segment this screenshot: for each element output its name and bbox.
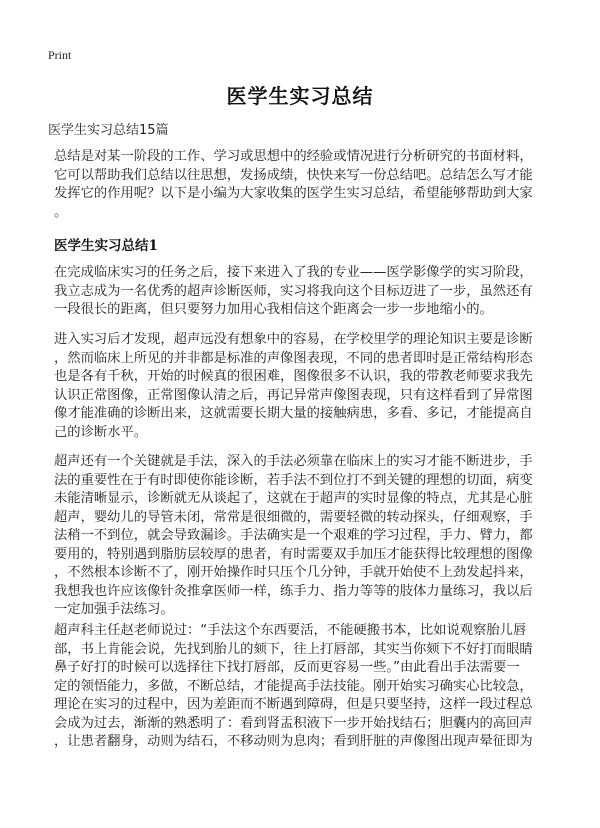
text-line: 总结是对某一阶段的工作、学习或思想中的经验或情况进行分析研究的书面材料，	[54, 149, 533, 164]
text-line: 会成为过去，渐渐的熟悉明了：看到肾盂积液下一步开始找结石；胆囊内的高回声	[54, 715, 533, 731]
page-title: 医学生实习总结	[226, 84, 374, 108]
body-paragraph-1	[54, 264, 554, 320]
text-line: 进入实习后才发现，超声远没有想象中的容易，在学校里学的理论知识主要是诊断	[54, 332, 533, 347]
text-line: 我立志成为一名优秀的超声诊断医师，实习将我向这个目标迈进了一步，虽然还有	[54, 283, 533, 299]
text-line: 法的重要性在于有时即使你能诊断，若手法不到位打不到关键的理想的切面，病变	[54, 472, 533, 488]
text-line: 超声科主任赵老师说过：“手法这个东西要活，不能硬搬书本，比如说观察胎儿唇	[54, 623, 527, 638]
text-line: 要用的，特别遇到脂肪层较厚的患者，有时需要双手加压才能获得比较理想的图像	[54, 546, 533, 562]
document-subtitle: 医学生实习总结15篇	[48, 123, 169, 138]
text-line: 。	[54, 204, 68, 220]
text-line: 己的诊断水平。	[54, 424, 148, 440]
text-line: 未能清晰显示，诊断就无从谈起了，这就在于超声的实时显像的特点，尤其是心脏	[54, 491, 533, 506]
text-line: 它可以帮助我们总结以往思想，发扬成绩，快快来写一份总结吧。总结怎么写才能	[54, 167, 533, 183]
text-line: 鼻子好打的时候可以选择往下找打唇部，反而更容易一些。”由此看出手法需要一	[54, 660, 520, 675]
text-line: 我想我也许应该像针灸推拿医师一样，练手力、指力等等的肢体力量练习，我以后	[54, 583, 533, 599]
body-paragraph-4	[54, 622, 554, 752]
text-line: 定的领悟能力，多做，不断总结，才能提高手法技能。刚开始实习确实心比较急，	[54, 678, 533, 694]
intro-paragraph	[54, 148, 554, 222]
text-line: 理论在实习的过程中，因为差距而不断遇到障碍，但是只要坚持，这样一段过程总	[54, 697, 533, 712]
section-heading: 医学生实习总结1	[54, 238, 158, 254]
text-line: 认识正常图像，正常图像认清之后，再记异常声像图表现，只有这样看到了异常图	[54, 387, 533, 403]
body-paragraph-3	[54, 453, 554, 620]
text-line: 一定加强手法练习。	[54, 602, 174, 617]
text-line: 发挥它的作用呢？以下是小编为大家收集的医学生实习总结，希望能够帮助到大家	[54, 186, 533, 201]
text-line: ，然而临床上所见的并非都是标准的声像图表现，不同的患者即时是正常结构形态	[54, 350, 533, 366]
text-line: 在完成临床实习的任务之后，接下来进入了我的专业——医学影像学的实习阶段，	[54, 265, 533, 280]
text-line: 部，书上肯能会说，先找到胎儿的颏下，往上打唇部，其实当你颏下不好打而眼睛	[54, 641, 533, 657]
text-line: 也是各有千秋，开始的时候真的很困难，图像很多不认识，我的带教老师要求我先	[54, 369, 533, 384]
text-line: 超声还有一个关键就是手法，深入的手法必须靠在临床上的实习才能不断进步，手	[54, 454, 533, 469]
text-line: ，让患者翻身，动则为结石，不移动则为息肉；看到肝脏的声像图出现声晕征即为	[54, 734, 533, 749]
text-line: 一段很长的距离，但只要努力加用心我相信这个距离会一步一步地缩小的。	[54, 302, 493, 317]
print-label: Print	[48, 48, 72, 62]
text-line: 法稍一不到位，就会导致漏诊。手法确实是一个艰难的学习过程，手力、臂力，都	[54, 528, 533, 543]
body-paragraph-2	[54, 331, 554, 442]
text-line: 像才能准确的诊断出来，这就需要长期大量的接触病患，多看、多记，才能提高自	[54, 406, 533, 421]
text-line: 超声，婴幼儿的导管未闭，常常是很细微的，需要轻微的转动探头，仔细观察，手	[54, 509, 533, 525]
text-line: ，不然根本诊断不了，刚开始操作时只压个几分钟，手就开始使不上劲发起抖来，	[54, 565, 533, 580]
